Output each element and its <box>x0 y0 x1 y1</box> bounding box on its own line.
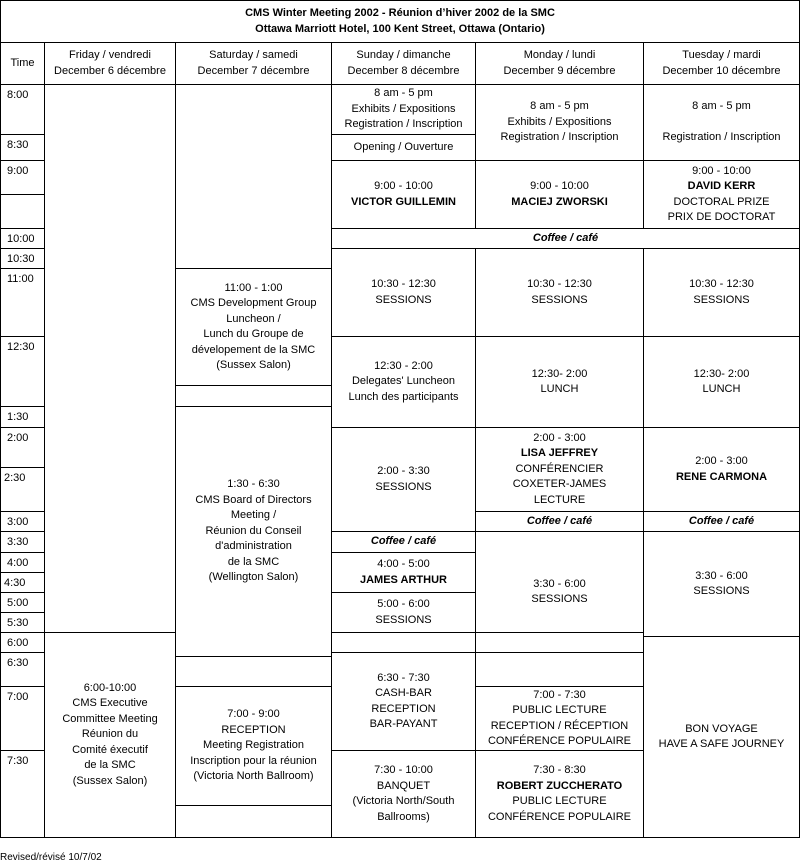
saturday-empty <box>175 805 332 838</box>
event-time: 2:00 - 3:30 <box>377 465 430 477</box>
friday-empty <box>44 84 176 633</box>
event-line: CONFÉRENCE POPULAIRE <box>487 735 632 747</box>
time-slot <box>0 336 45 407</box>
sunday-sessions-am <box>331 248 476 337</box>
event-line: PRIX DE DOCTORAT <box>667 211 776 223</box>
header-day: Friday / vendredi <box>69 49 151 61</box>
event-location: Ballrooms) <box>377 810 430 823</box>
monday-public-lecture <box>475 750 644 838</box>
time-label: 10:00 <box>7 233 35 245</box>
event-line: de la SMC <box>84 759 136 772</box>
header-date: December 6 décembre <box>54 64 166 77</box>
tuesday-lunch <box>643 336 800 428</box>
event-line: Luncheon / <box>226 312 281 325</box>
event-line: Réunion du Conseil <box>205 524 302 537</box>
event-time: 2:00 - 3:00 <box>533 431 586 444</box>
event-line: SESSIONS <box>531 293 588 306</box>
event-line: COXETER-JAMES <box>512 478 607 491</box>
saturday-reception <box>175 686 332 806</box>
event-time: 1:30 - 6:30 <box>227 478 280 491</box>
speaker-name: MACIEJ ZWORSKI <box>511 195 608 208</box>
header-monday <box>475 42 644 85</box>
event-line: Lunch des participants <box>348 390 459 403</box>
time-label: 2:30 <box>4 472 26 484</box>
event-line: Delegates' Luncheon <box>351 375 455 388</box>
speaker-name: RENE CARMONA <box>675 470 768 483</box>
time-label: 3:30 <box>7 536 29 548</box>
event-line: LECTURE <box>533 493 586 506</box>
event-time: 3:30 - 6:00 <box>533 577 586 590</box>
event-line: SESSIONS <box>375 293 432 306</box>
event-line: de la SMC <box>227 555 280 568</box>
time-slot <box>0 248 45 269</box>
sunday-banquet <box>331 750 476 838</box>
event-time: 12:30- 2:00 <box>693 367 750 380</box>
time-label: 10:30 <box>7 253 35 265</box>
header-date: December 7 décembre <box>197 64 310 77</box>
event-line: Registration / Inscription <box>662 131 781 144</box>
sunday-sessions-pm <box>331 427 476 532</box>
event-line: SESSIONS <box>375 480 432 493</box>
event-line: Exhibits / Expositions <box>351 102 456 115</box>
tuesday-sessions-am <box>643 248 800 337</box>
saturday-empty <box>175 84 332 269</box>
time-label: 6:30 <box>7 657 29 669</box>
time-label: 2:00 <box>7 432 29 444</box>
event-line: DOCTORAL PRIZE <box>673 195 770 208</box>
title-line-2: Ottawa Marriott Hotel, 100 Kent Street, Ottawa (Ontario) <box>255 22 545 35</box>
event-line: PUBLIC LECTURE <box>512 795 607 807</box>
event-line: CMS Executive <box>72 697 148 710</box>
event-time: 6:00-10:00 <box>83 681 137 694</box>
event-line: Registration / Inscription <box>344 118 463 131</box>
time-label: 11:00 <box>7 273 34 285</box>
event-line: CONFÉRENCIER <box>515 462 604 475</box>
event-location: (Sussex Salon) <box>216 359 291 371</box>
event-time: 7:30 - 8:30 <box>533 764 586 776</box>
time-slot <box>0 686 45 751</box>
tuesday-sessions-pm <box>643 531 800 637</box>
event-line: RECEPTION / RÉCEPTION <box>490 719 629 732</box>
event-line: CMS Development Group <box>190 297 317 309</box>
event-time: 5:00 - 6:00 <box>377 598 430 610</box>
saturday-luncheon <box>175 268 332 386</box>
time-slot <box>0 268 45 337</box>
time-label: 6:00 <box>7 637 29 649</box>
time-slot <box>0 572 45 593</box>
speaker-name: VICTOR GUILLEMIN <box>351 195 456 208</box>
event-time: 6:30 - 7:30 <box>377 671 430 684</box>
speaker-name: JAMES ARTHUR <box>360 573 447 586</box>
time-slot <box>0 750 45 838</box>
sunday-plenary <box>331 160 476 229</box>
time-label: 8:00 <box>7 89 29 101</box>
event-line: Opening / Ouverture <box>353 140 454 153</box>
event-time: 12:30 - 2:00 <box>374 359 433 372</box>
sunday-talk <box>331 552 476 593</box>
time-label: 12:30 <box>7 341 35 353</box>
event-line: Registration / Inscription <box>500 131 619 144</box>
time-slot <box>0 160 45 195</box>
event-time: 4:00 - 5:00 <box>377 558 430 570</box>
time-slot <box>0 228 45 249</box>
event-location: (Wellington Salon) <box>208 571 299 584</box>
event-line: BAR-PAYANT <box>369 718 438 730</box>
saturday-board-meeting <box>175 406 332 657</box>
event-line: LUNCH <box>540 383 579 395</box>
event-time: 8 am - 5 pm <box>374 87 433 100</box>
event-line: BANQUET <box>376 779 431 792</box>
sunday-opening <box>331 134 476 161</box>
coffee-label: Coffee / café <box>526 514 593 527</box>
event-line: Meeting / <box>230 509 277 522</box>
coffee-label: Coffee / café <box>532 231 599 244</box>
event-line: LUNCH <box>702 383 741 395</box>
event-time: 8 am - 5 pm <box>530 100 589 113</box>
event-line: Meeting Registration <box>203 739 304 752</box>
coffee-break-banner <box>331 228 800 249</box>
event-time: 7:00 - 7:30 <box>533 688 586 701</box>
time-slot <box>0 84 45 135</box>
event-line: SESSIONS <box>693 293 750 306</box>
event-line: SESSIONS <box>375 613 432 626</box>
sunday-exhibits <box>331 84 476 135</box>
revision-note: Revised/révisé 10/7/02 <box>0 852 102 863</box>
time-label: 1:30 <box>7 411 29 423</box>
sunday-luncheon <box>331 336 476 428</box>
header-tuesday <box>643 42 800 85</box>
sunday-coffee <box>331 531 476 553</box>
header-day: Saturday / samedi <box>209 49 298 61</box>
event-time: 3:30 - 6:00 <box>695 569 748 582</box>
event-line: RECEPTION <box>371 702 436 715</box>
event-line: dévelopement de la SMC <box>191 343 316 356</box>
event-time: 7:00 - 9:00 <box>227 708 280 721</box>
speaker-name: ROBERT ZUCCHERATO <box>496 779 623 792</box>
event-time: 10:30 - 12:30 <box>371 278 436 290</box>
speaker-name: LISA JEFFREY <box>520 447 599 460</box>
event-line: Lunch du Groupe de <box>203 328 304 340</box>
event-line: CMS Board of Directors <box>195 493 312 506</box>
event-line: CASH-BAR <box>375 687 432 699</box>
event-time: 10:30 - 12:30 <box>527 278 592 290</box>
event-time: 9:00 - 10:00 <box>374 180 433 192</box>
time-label: 4:00 <box>7 557 29 569</box>
event-line: d'administration <box>215 540 292 553</box>
event-line: Committee Meeting <box>62 712 158 725</box>
event-line: SESSIONS <box>531 593 588 605</box>
event-line: Comité éxecutif <box>72 743 148 756</box>
time-slot <box>0 592 45 613</box>
event-time: 11:00 - 1:00 <box>224 281 283 294</box>
tuesday-talk <box>643 427 800 512</box>
header-date: December 9 décembre <box>503 64 616 77</box>
event-line: Inscription pour la réunion <box>190 754 317 767</box>
sunday-cash-bar <box>331 652 476 751</box>
time-slot <box>0 134 45 161</box>
time-label: 8:30 <box>7 139 29 151</box>
event-location: (Sussex Salon) <box>72 774 148 787</box>
event-time: 10:30 - 12:30 <box>689 278 754 290</box>
time-slot <box>0 552 45 573</box>
sunday-sessions-late <box>331 592 476 633</box>
event-time: 12:30- 2:00 <box>531 367 588 380</box>
schedule-title <box>0 0 800 43</box>
time-slot <box>0 652 45 687</box>
monday-coffee <box>475 511 644 532</box>
header-day: Sunday / dimanche <box>356 49 451 61</box>
time-label: 7:30 <box>7 755 29 767</box>
header-friday <box>44 42 176 85</box>
header-saturday <box>175 42 332 85</box>
time-label: 7:00 <box>7 691 29 703</box>
event-line: Exhibits / Expositions <box>507 115 612 128</box>
monday-empty <box>475 632 644 687</box>
time-slot <box>0 511 45 532</box>
header-day: Tuesday / mardi <box>682 49 761 61</box>
event-time: 9:00 - 10:00 <box>530 180 589 192</box>
event-line: PUBLIC LECTURE <box>512 704 607 716</box>
time-label: 9:00 <box>7 165 29 177</box>
monday-lunch <box>475 336 644 428</box>
time-slot <box>0 531 45 553</box>
header-day: Monday / lundi <box>523 49 596 61</box>
sunday-empty <box>331 632 476 653</box>
monday-exhibits <box>475 84 644 161</box>
header-time <box>0 42 45 85</box>
time-slot <box>0 194 45 229</box>
time-label: 5:30 <box>7 617 29 629</box>
event-line: HAVE A SAFE JOURNEY <box>658 738 785 750</box>
time-slot <box>0 467 45 512</box>
time-slot <box>0 406 45 428</box>
event-line: SESSIONS <box>693 585 750 597</box>
time-slot <box>0 632 45 653</box>
time-label: 4:30 <box>4 577 26 589</box>
event-location: (Victoria North/South <box>352 795 455 807</box>
time-label: 3:00 <box>7 516 29 528</box>
tuesday-bon-voyage <box>643 636 800 838</box>
event-time: 7:30 - 10:00 <box>374 764 433 776</box>
header-date: December 8 décembre <box>347 64 460 77</box>
event-location: (Victoria North Ballroom) <box>193 770 314 783</box>
event-line: CONFÉRENCE POPULAIRE <box>487 810 632 823</box>
saturday-empty <box>175 656 332 687</box>
monday-talk <box>475 427 644 512</box>
coffee-label: Coffee / café <box>688 514 755 527</box>
event-line: BON VOYAGE <box>685 722 758 735</box>
event-time: 9:00 - 10:00 <box>692 164 751 177</box>
friday-executive-meeting <box>44 632 176 838</box>
header-sunday <box>331 42 476 85</box>
tuesday-exhibits <box>643 84 800 161</box>
title-line-1: CMS Winter Meeting 2002 - Réunion d’hiver 2002 de la SMC <box>245 7 555 19</box>
tuesday-doctoral-prize <box>643 160 800 229</box>
event-line: RECEPTION <box>221 723 286 736</box>
event-line: Réunion du <box>81 728 139 741</box>
time-slot <box>0 427 45 468</box>
time-slot <box>0 612 45 633</box>
speaker-name: DAVID KERR <box>687 180 756 192</box>
monday-sessions-am <box>475 248 644 337</box>
time-label: 5:00 <box>7 597 29 609</box>
saturday-empty <box>175 385 332 407</box>
header-date: December 10 décembre <box>662 64 781 77</box>
tuesday-coffee <box>643 511 800 532</box>
event-time: 8 am - 5 pm <box>692 100 751 113</box>
monday-plenary <box>475 160 644 229</box>
event-time: 2:00 - 3:00 <box>695 455 748 467</box>
monday-public-lecture-reception <box>475 686 644 751</box>
header-time-label: Time <box>10 56 35 69</box>
coffee-label: Coffee / café <box>370 535 437 548</box>
